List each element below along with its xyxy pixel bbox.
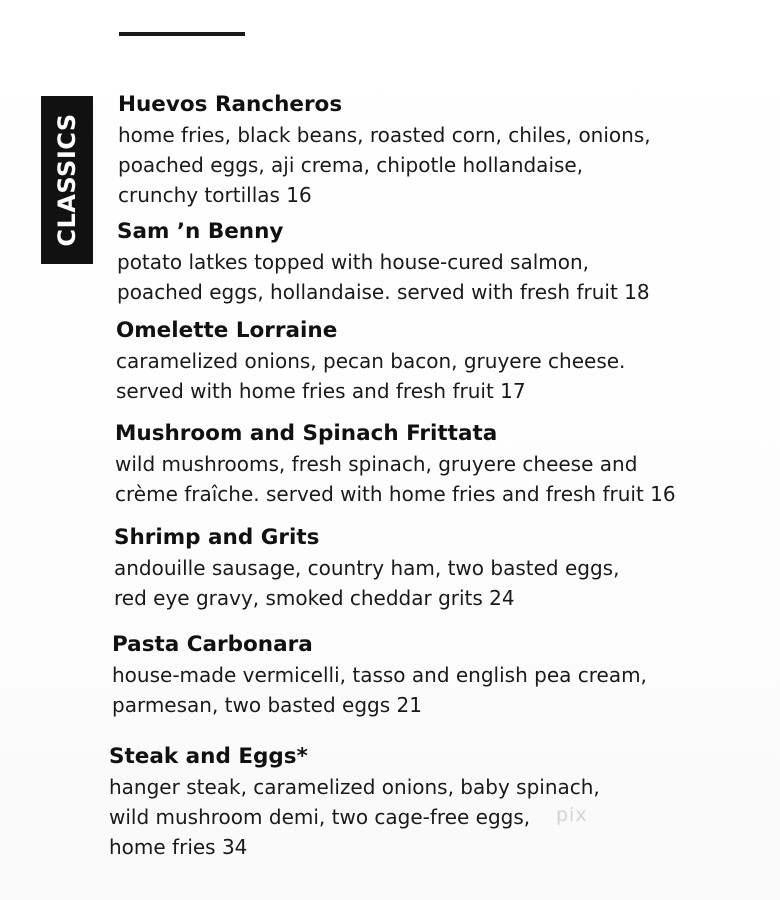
item-description-line: wild mushroom demi, two cage-free eggs, xyxy=(109,805,531,829)
item-description-line: poached eggs, aji crema, chipotle hollandaise, xyxy=(118,153,584,177)
watermark: pix xyxy=(556,804,588,826)
item-description-line: caramelized onions, pecan bacon, gruyere cheese. xyxy=(116,349,626,373)
menu-item-shrimp-and-grits xyxy=(114,523,619,613)
item-description-line: home fries, black beans, roasted corn, chiles, onions, xyxy=(118,123,651,147)
item-description-line: wild mushrooms, fresh spinach, gruyere cheese and xyxy=(115,452,638,476)
menu-item-steak-and-eggs xyxy=(109,742,600,862)
item-description-line: crème fraîche. served with home fries and fresh fruit 16 xyxy=(115,482,676,506)
item-name: Sam ’n Benny xyxy=(117,219,284,244)
menu-item-mushroom-spinach-frittata xyxy=(115,419,676,509)
item-description-line: served with home fries and fresh fruit 17 xyxy=(116,379,526,403)
item-description-line: house-made vermicelli, tasso and english pea cream, xyxy=(112,663,647,687)
top-divider xyxy=(119,32,245,36)
item-description-line: potato latkes topped with house-cured salmon, xyxy=(117,250,590,274)
section-tab xyxy=(41,96,93,264)
item-name: Steak and Eggs* xyxy=(109,744,308,769)
section-title: CLASSICS xyxy=(53,113,81,247)
item-description-line: andouille sausage, country ham, two basted eggs, xyxy=(114,556,620,580)
item-description-line: home fries 34 xyxy=(109,835,248,859)
item-name: Mushroom and Spinach Frittata xyxy=(115,421,498,446)
item-name: Omelette Lorraine xyxy=(116,318,338,343)
item-description-line: parmesan, two basted eggs 21 xyxy=(112,693,422,717)
item-description-line: hanger steak, caramelized onions, baby spinach, xyxy=(109,775,600,799)
item-description-line: crunchy tortillas 16 xyxy=(118,183,312,207)
menu-item-pasta-carbonara xyxy=(112,630,647,720)
item-name: Huevos Rancheros xyxy=(118,92,343,117)
item-name: Shrimp and Grits xyxy=(114,525,320,550)
menu-item-omelette-lorraine xyxy=(116,316,625,406)
item-name: Pasta Carbonara xyxy=(112,632,313,657)
item-description-line: poached eggs, hollandaise. served with fresh fruit 18 xyxy=(117,280,650,304)
menu-item-huevos-rancheros xyxy=(118,90,651,210)
menu-item-sam-n-benny xyxy=(117,217,650,307)
item-description-line: red eye gravy, smoked cheddar grits 24 xyxy=(114,586,515,610)
